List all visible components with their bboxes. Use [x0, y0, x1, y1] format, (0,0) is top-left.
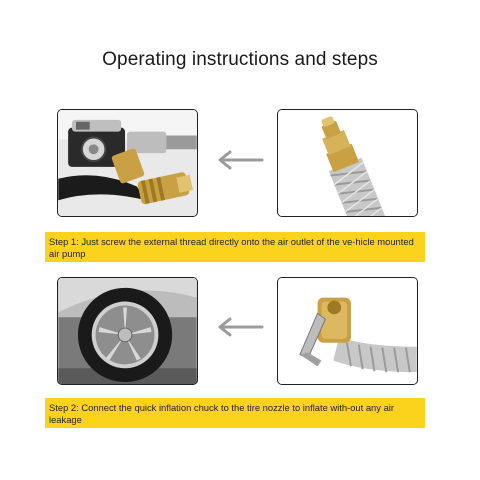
left-arrow-icon	[216, 148, 264, 172]
step-1-text: Step 1: Just screw the external thread directly onto the air outlet of the ve-hicle mounted air pump	[49, 236, 414, 259]
page-title: Operating instructions and steps	[102, 49, 378, 70]
air-pump-illustration	[58, 110, 197, 216]
car-wheel-photo	[57, 277, 198, 385]
left-arrow-icon	[216, 315, 264, 339]
car-wheel-illustration	[58, 278, 197, 384]
step-1-banner	[45, 232, 425, 262]
brass-connector-illustration	[278, 110, 417, 216]
step-2-banner	[45, 398, 425, 428]
inflation-chuck-photo	[277, 277, 418, 385]
step-2-text: Step 2: Connect the quick inflation chuck to the tire nozzle to inflate with-out any air leakage	[49, 402, 394, 425]
air-pump-photo	[57, 109, 198, 217]
brass-connector-photo	[277, 109, 418, 217]
inflation-chuck-illustration	[278, 278, 417, 384]
